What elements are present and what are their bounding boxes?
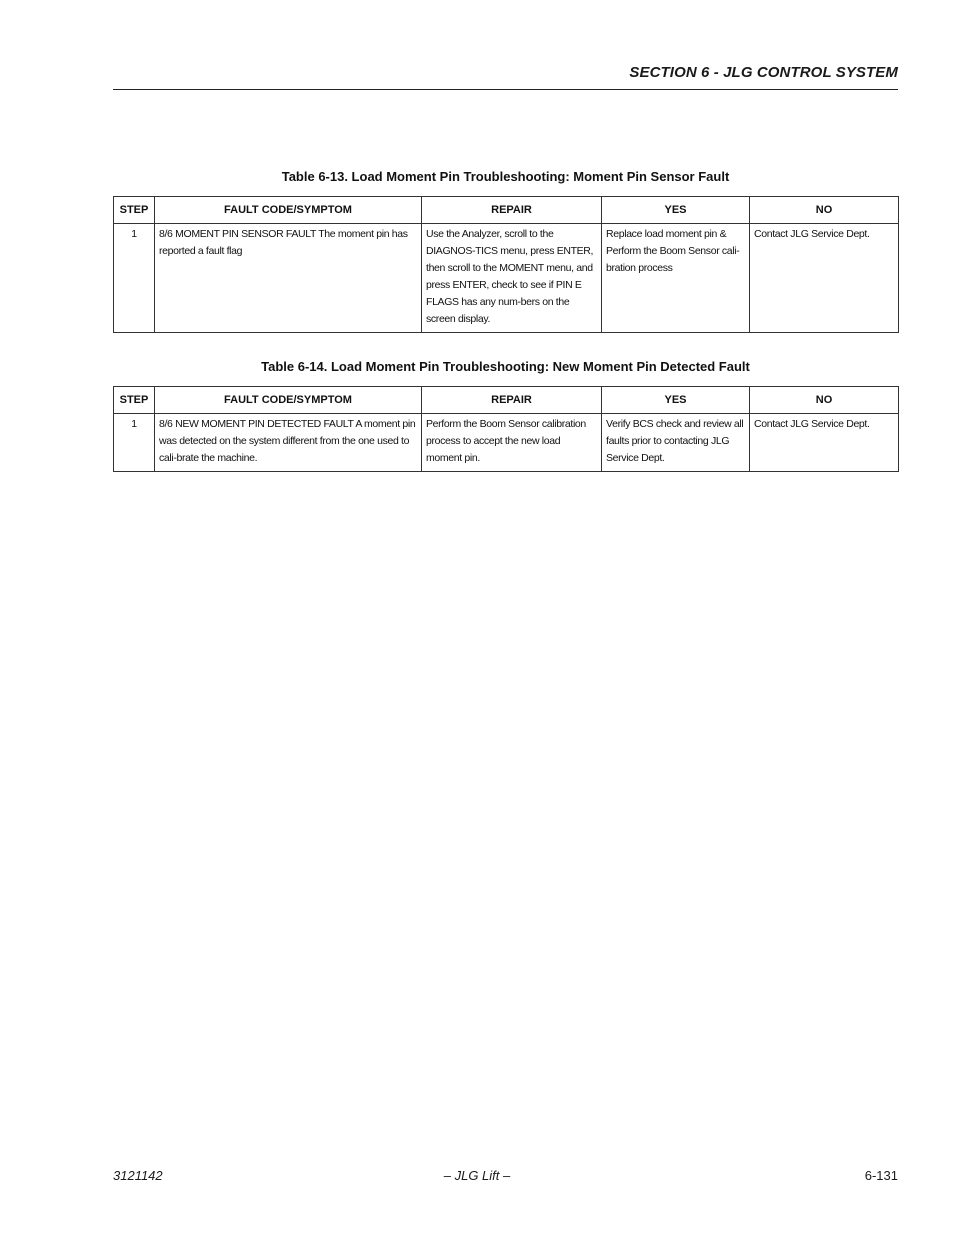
header-divider xyxy=(113,89,898,90)
column-header-yes: YES xyxy=(602,387,750,414)
yes-cell: Verify BCS check and review all faults prior to contacting JLG Service Dept. xyxy=(602,414,750,472)
no-cell: Contact JLG Service Dept. xyxy=(750,414,899,472)
footer-brand: – JLG Lift – xyxy=(443,1168,511,1183)
symptom-cell: 8/6 NEW MOMENT PIN DETECTED FAULT A moment pin was detected on the system different from the one used to cali-brate the machine. xyxy=(155,414,422,472)
column-header-no: NO xyxy=(750,197,899,224)
table-caption: Table 6-14. Load Moment Pin Troubleshooting: New Moment Pin Detected Fault xyxy=(261,359,750,374)
column-header-repair: REPAIR xyxy=(422,197,602,224)
yes-cell: Replace load moment pin & Perform the Boom Sensor cali-bration process xyxy=(602,224,750,333)
table-row xyxy=(114,224,899,333)
table-row xyxy=(114,414,899,472)
column-header-no: NO xyxy=(750,387,899,414)
step-cell: 1 xyxy=(114,224,155,333)
repair-cell: Perform the Boom Sensor calibration process to accept the new load moment pin. xyxy=(422,414,602,472)
table-header-row xyxy=(114,387,899,414)
column-header-yes: YES xyxy=(602,197,750,224)
column-header-step: STEP xyxy=(114,387,155,414)
table-header-row xyxy=(114,197,899,224)
symptom-cell: 8/6 MOMENT PIN SENSOR FAULT The moment pin has reported a fault flag xyxy=(155,224,422,333)
column-header-repair: REPAIR xyxy=(422,387,602,414)
repair-cell: Use the Analyzer, scroll to the DIAGNOS-TICS menu, press ENTER, then scroll to the MOMENT menu, and press ENTER, check to see if PIN E FLAGS has any num-bers on the screen display. xyxy=(422,224,602,333)
fault-table xyxy=(113,386,899,472)
column-header-symptom: FAULT CODE/SYMPTOM xyxy=(155,197,422,224)
fault-table xyxy=(113,196,899,333)
step-cell: 1 xyxy=(114,414,155,472)
table-caption: Table 6-13. Load Moment Pin Troubleshooting: Moment Pin Sensor Fault xyxy=(281,169,730,184)
column-header-step: STEP xyxy=(114,197,155,224)
no-cell: Contact JLG Service Dept. xyxy=(750,224,899,333)
page-number: 6-131 xyxy=(864,1168,898,1183)
column-header-symptom: FAULT CODE/SYMPTOM xyxy=(155,387,422,414)
document-number: 3121142 xyxy=(113,1168,163,1183)
section-title: SECTION 6 - JLG CONTROL SYSTEM xyxy=(629,64,898,81)
